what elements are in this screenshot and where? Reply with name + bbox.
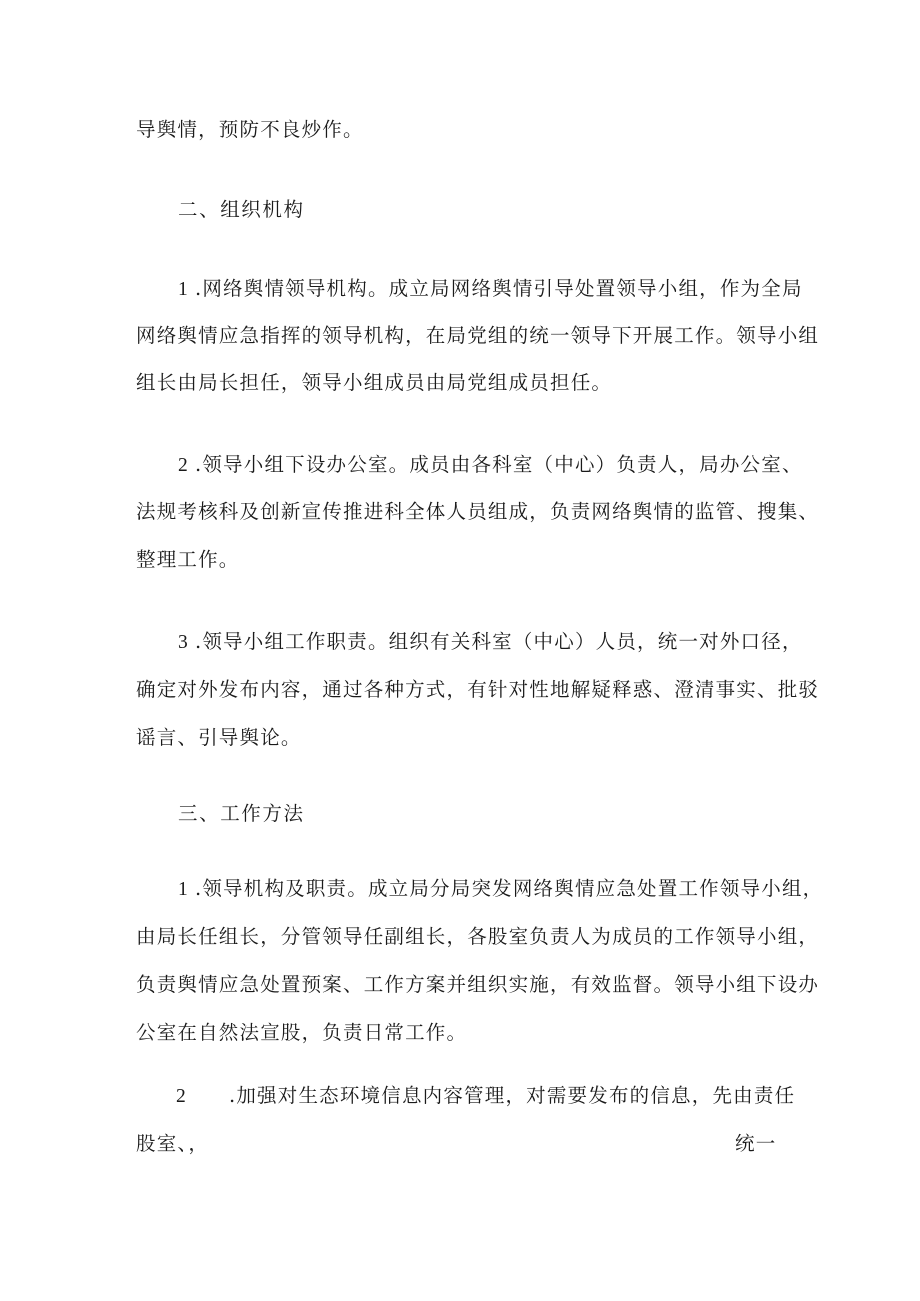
paragraph-3-line-1 xyxy=(178,628,803,657)
section-heading-methods: 三、工作方法 xyxy=(178,802,305,825)
paragraph-1-line-3: 组长由局长担任，领导小组成员由局党组成员担任。 xyxy=(136,371,613,394)
paragraph-1-line-1 xyxy=(178,275,803,304)
paragraph-text: .网络舆情领导机构。成立局网络舆情引导处置领导小组，作为全局 xyxy=(194,277,803,300)
paragraph-2-line-1 xyxy=(178,451,803,480)
item-number: 2 xyxy=(176,1086,187,1107)
paragraph-text: .领导小组下设办公室。成员由各科室（中心）负责人，局办公室、 xyxy=(194,453,803,476)
paragraph-text: .领导机构及职责。成立局分局突发网络舆情应急处置工作领导小组， xyxy=(194,877,824,900)
method-2-line-2-right: 统一 xyxy=(735,1132,777,1155)
text-line: 导舆情，预防不良炒作。 xyxy=(136,118,364,141)
paragraph-3-line-3: 谣言、引导舆论。 xyxy=(136,726,302,749)
method-1-line-1 xyxy=(178,875,824,904)
item-number: 2 xyxy=(178,455,189,476)
section-heading-organization: 二、组织机构 xyxy=(178,198,305,221)
method-2-line-2-left: 股室、， xyxy=(136,1132,210,1155)
item-number: 1 xyxy=(178,879,189,900)
paragraph-1-line-2: 网络舆情应急指挥的领导机构，在局党组的统一领导下开展工作。领导小组 xyxy=(136,324,820,347)
item-number: 1 xyxy=(178,279,189,300)
method-1-line-3: 负责舆情应急处置预案、工作方案并组织实施，有效监督。领导小组下设办 xyxy=(136,973,820,996)
paragraph-text: .加强对生态环境信息内容管理，对需要发布的信息，先由责任 xyxy=(228,1084,796,1107)
method-1-line-4: 公室在自然法宣股，负责日常工作。 xyxy=(136,1021,468,1044)
paragraph-text: .领导小组工作职责。组织有关科室（中心）人员，统一对外口径， xyxy=(194,630,803,653)
paragraph-3-line-2: 确定对外发布内容，通过各种方式，有针对性地解疑释惑、澄清事实、批驳 xyxy=(136,678,820,701)
paragraph-2-line-2: 法规考核科及创新宣传推进科全体人员组成，负责网络舆情的监管、搜集、 xyxy=(136,500,820,523)
item-number: 3 xyxy=(178,632,189,653)
method-2-line-1 xyxy=(176,1082,796,1111)
method-1-line-2: 由局长任组长，分管领导任副组长，各股室负责人为成员的工作领导小组， xyxy=(136,925,820,948)
paragraph-2-line-3: 整理工作。 xyxy=(136,548,240,571)
